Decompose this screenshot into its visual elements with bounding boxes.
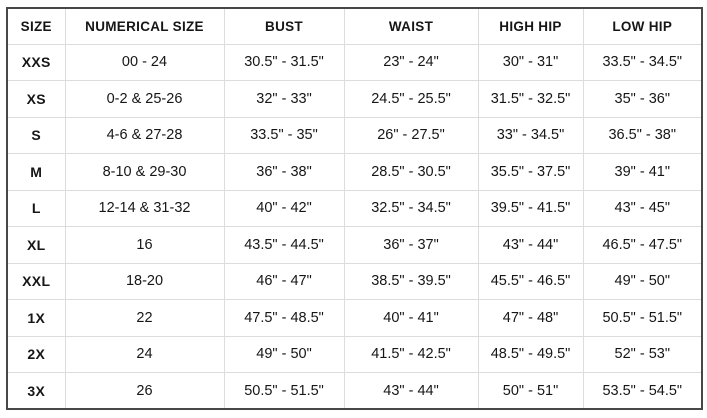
measurement-cell: 45.5" - 46.5" [478, 263, 583, 300]
column-header-high-hip: HIGH HIP [478, 8, 583, 44]
measurement-cell: 33" - 34.5" [478, 117, 583, 154]
size-chart [6, 7, 703, 410]
measurement-cell: 39.5" - 41.5" [478, 190, 583, 227]
table-row-2x [7, 336, 702, 373]
table-row-xxl [7, 263, 702, 300]
header-row [7, 8, 702, 44]
size-label: XL [7, 227, 65, 264]
measurement-cell: 30" - 31" [478, 44, 583, 81]
measurement-cell: 00 - 24 [65, 44, 224, 81]
table-row-xl [7, 227, 702, 264]
measurement-cell: 43.5" - 44.5" [224, 227, 344, 264]
column-header-bust: BUST [224, 8, 344, 44]
measurement-cell: 12-14 & 31-32 [65, 190, 224, 227]
measurement-cell: 24 [65, 336, 224, 373]
size-label: S [7, 117, 65, 154]
measurement-cell: 31.5" - 32.5" [478, 81, 583, 118]
measurement-cell: 46" - 47" [224, 263, 344, 300]
table-row-3x [7, 373, 702, 410]
measurement-cell: 40" - 41" [344, 300, 478, 337]
measurement-cell: 23" - 24" [344, 44, 478, 81]
column-header-waist: WAIST [344, 8, 478, 44]
measurement-cell: 40" - 42" [224, 190, 344, 227]
measurement-cell: 0-2 & 25-26 [65, 81, 224, 118]
measurement-cell: 32" - 33" [224, 81, 344, 118]
measurement-cell: 41.5" - 42.5" [344, 336, 478, 373]
measurement-cell: 39" - 41" [583, 154, 702, 191]
measurement-cell: 33.5" - 35" [224, 117, 344, 154]
size-label: 2X [7, 336, 65, 373]
table-row-1x [7, 300, 702, 337]
table-row-xxs [7, 44, 702, 81]
size-label: XS [7, 81, 65, 118]
table-row-s [7, 117, 702, 154]
measurement-cell: 48.5" - 49.5" [478, 336, 583, 373]
size-chart-body [7, 44, 702, 409]
measurement-cell: 18-20 [65, 263, 224, 300]
measurement-cell: 33.5" - 34.5" [583, 44, 702, 81]
measurement-cell: 4-6 & 27-28 [65, 117, 224, 154]
measurement-cell: 26" - 27.5" [344, 117, 478, 154]
measurement-cell: 38.5" - 39.5" [344, 263, 478, 300]
column-header-low-hip: LOW HIP [583, 8, 702, 44]
measurement-cell: 50.5" - 51.5" [583, 300, 702, 337]
size-chart-table [6, 7, 703, 410]
measurement-cell: 36.5" - 38" [583, 117, 702, 154]
measurement-cell: 22 [65, 300, 224, 337]
measurement-cell: 35" - 36" [583, 81, 702, 118]
size-label: XXL [7, 263, 65, 300]
measurement-cell: 35.5" - 37.5" [478, 154, 583, 191]
size-label: M [7, 154, 65, 191]
table-row-m [7, 154, 702, 191]
measurement-cell: 52" - 53" [583, 336, 702, 373]
measurement-cell: 49" - 50" [224, 336, 344, 373]
measurement-cell: 8-10 & 29-30 [65, 154, 224, 191]
measurement-cell: 46.5" - 47.5" [583, 227, 702, 264]
measurement-cell: 26 [65, 373, 224, 410]
measurement-cell: 50" - 51" [478, 373, 583, 410]
measurement-cell: 43" - 45" [583, 190, 702, 227]
measurement-cell: 32.5" - 34.5" [344, 190, 478, 227]
measurement-cell: 36" - 38" [224, 154, 344, 191]
column-header-numerical-size: NUMERICAL SIZE [65, 8, 224, 44]
measurement-cell: 53.5" - 54.5" [583, 373, 702, 410]
column-header-size: SIZE [7, 8, 65, 44]
measurement-cell: 43" - 44" [344, 373, 478, 410]
size-label: L [7, 190, 65, 227]
size-label: 3X [7, 373, 65, 410]
measurement-cell: 28.5" - 30.5" [344, 154, 478, 191]
measurement-cell: 30.5" - 31.5" [224, 44, 344, 81]
measurement-cell: 47.5" - 48.5" [224, 300, 344, 337]
size-chart-header [7, 8, 702, 44]
measurement-cell: 36" - 37" [344, 227, 478, 264]
size-label: 1X [7, 300, 65, 337]
measurement-cell: 16 [65, 227, 224, 264]
table-row-l [7, 190, 702, 227]
measurement-cell: 49" - 50" [583, 263, 702, 300]
measurement-cell: 50.5" - 51.5" [224, 373, 344, 410]
size-label: XXS [7, 44, 65, 81]
table-row-xs [7, 81, 702, 118]
measurement-cell: 47" - 48" [478, 300, 583, 337]
measurement-cell: 43" - 44" [478, 227, 583, 264]
measurement-cell: 24.5" - 25.5" [344, 81, 478, 118]
